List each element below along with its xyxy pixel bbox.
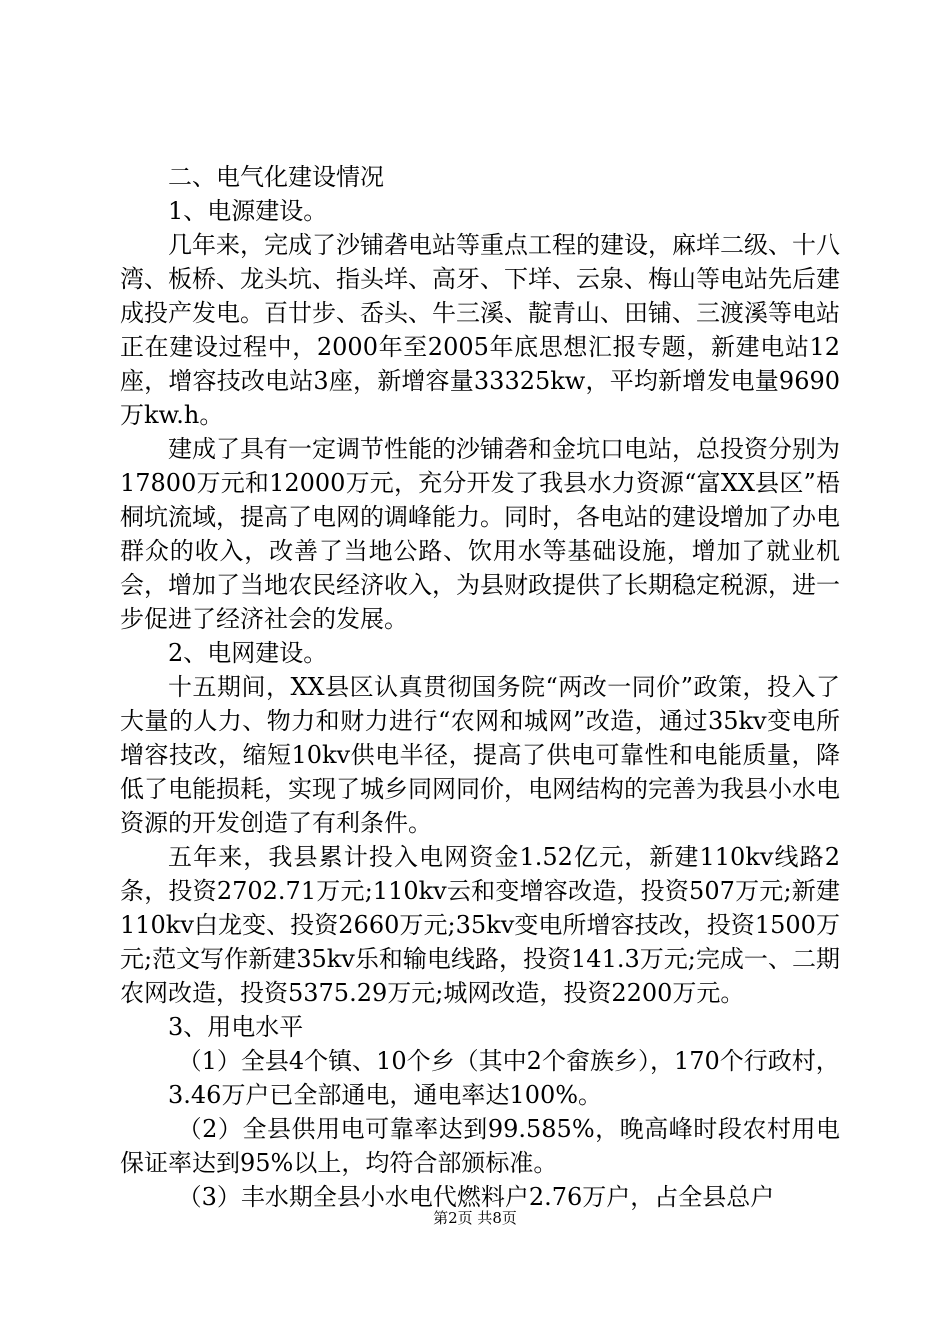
body-paragraph: 五年来，我县累计投入电网资金1.52亿元，新建110kv线路2条，投资2702.71万元;110kv云和变增容改造，投资507万元;新建110kv白龙变、投资2660万元;35kv变电所增容技改，投资1500万元;范文写作新建35kv乐和输电线路，投资141.3万元;完成一、二期农网改造，投资5375.29万元;城网改造，投资2200万元。 <box>120 843 840 1007</box>
list-item: （3）丰水期全县小水电代燃料户2.76万户，占全县总户 <box>177 1183 775 1211</box>
body-paragraph: 几年来，完成了沙铺砻电站等重点工程的建设，麻垟二级、十八湾、板桥、龙头坑、指头垟、高牙、下垟、云泉、梅山等电站先后建成投产发电。百廿步、岙头、牛三溪、靛青山、田铺、三渡溪等电站正在建设过程中，2000年至2005年底思想汇报专题，新建电站12座，增容技改电站3座，新增容量33325kw，平均新增发电量9690万kw.h。 <box>120 231 840 429</box>
list-item-continuation: 3.46万户已全部通电，通电率达100%。 <box>168 1081 603 1109</box>
page-footer: 第2页 共8页 <box>433 1209 517 1227</box>
section-heading: 二、电气化建设情况 <box>168 163 384 191</box>
subsection-heading: 1、电源建设。 <box>168 197 328 225</box>
document-body <box>120 160 840 1214</box>
list-item: （2）全县供用电可靠率达到99.585%，晚高峰时段农村用电保证率达到95%以上，均符合部颁标准。 <box>120 1115 840 1177</box>
list-item: （1）全县4个镇、10个乡（其中2个畲族乡），170个行政村， <box>177 1047 840 1075</box>
body-paragraph: 十五期间，XX县区认真贯彻国务院“两改一同价”政策，投入了大量的人力、物力和财力进行“农网和城网”改造，通过35kv变电所增容技改，缩短10kv供电半径，提高了供电可靠性和电能质量，降低了电能损耗，实现了城乡同网同价，电网结构的完善为我县小水电资源的开发创造了有利条件。 <box>120 673 840 837</box>
subsection-heading: 3、用电水平 <box>168 1013 304 1041</box>
body-paragraph: 建成了具有一定调节性能的沙铺砻和金坑口电站，总投资分别为17800万元和12000万元，充分开发了我县水力资源“富XX县区”梧桐坑流域，提高了电网的调峰能力。同时，各电站的建设增加了办电群众的收入，改善了当地公路、饮用水等基础设施，增加了就业机会，增加了当地农民经济收入，为县财政提供了长期稳定税源，进一步促进了经济社会的发展。 <box>120 435 840 633</box>
subsection-heading: 2、电网建设。 <box>168 639 328 667</box>
